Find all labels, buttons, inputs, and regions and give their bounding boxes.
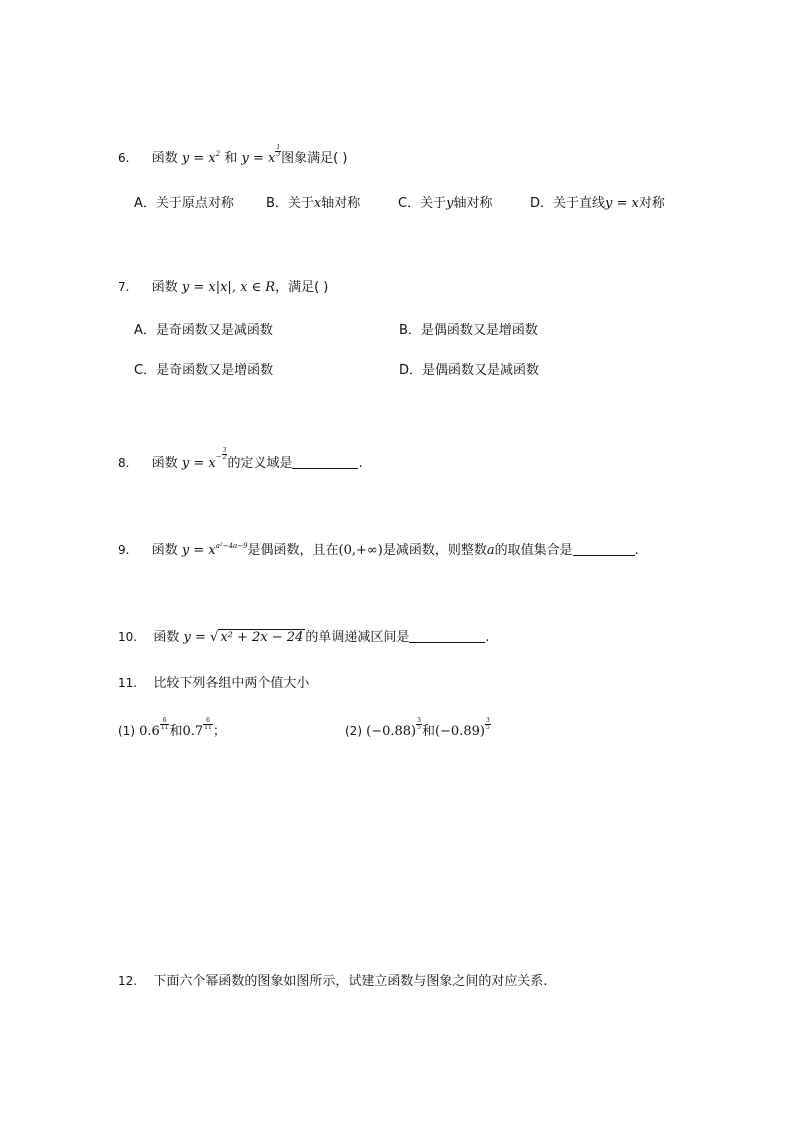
period: . [634,543,639,558]
base: 0.7 [182,724,204,739]
q11-part-2 [345,718,491,739]
question-text: 是偶函数，且在 [247,543,339,558]
question-text: 函数 [151,543,178,558]
formula-base: y = x [181,543,216,558]
option-text: 对称 [638,196,665,211]
value-1 [139,717,169,739]
and-text: 和 [421,724,435,739]
q11-part-1 [118,718,226,739]
exponent-denominator: 5 [485,724,490,731]
value-1 [366,717,422,739]
formula-2-base: y = x [241,151,276,166]
formula-exponent: a²−4a−9 [215,542,248,550]
q7-option-a[interactable]: A．是奇函数又是减函数 [134,323,273,338]
formula-base: y = x [181,456,216,471]
question-text: 函数 [151,456,178,471]
exponent-numerator: 6 [160,718,170,725]
question-text: 是减函数，则整数 [382,543,487,558]
q6-option-b[interactable] [266,192,360,211]
formula [182,543,248,558]
question-text-end: 图象满足( ) [281,151,348,166]
question-number: 12. [118,974,138,988]
and-text: 和 [169,724,183,739]
option-text: C．关于 [398,196,447,211]
formula-1-exponent: 2 [215,150,221,158]
option-var: y [446,196,454,211]
option-text: 轴对称 [453,196,493,211]
sqrt-sign: √ [210,630,219,645]
q7-option-d[interactable]: D．是偶函数又是减函数 [399,363,540,378]
question-11-stem [118,672,309,691]
question-number: 8. [118,456,130,470]
question-9-stem [118,539,639,558]
exponent [203,718,213,731]
answer-blank[interactable] [573,543,635,556]
exponent-denominator: 2 [222,454,227,461]
formula [184,629,306,645]
question-6-stem [118,145,347,166]
exponent-numerator: 6 [203,718,213,725]
period: . [485,630,490,645]
question-10-stem [118,626,490,645]
question-number: 11. [118,676,138,690]
exponent-denominator: 11 [204,724,212,731]
question-text: 下面六个幂函数的图象如图所示，试建立函数与图象之间的对应关系. [153,974,548,989]
exponent-numerator: 3 [417,717,421,724]
exponent-sign: − [215,453,222,461]
answer-blank[interactable] [292,456,358,469]
exponent-denominator: 3 [276,151,281,158]
question-number: 6. [118,151,130,165]
question-text-and: 和 [224,151,238,166]
question-text: 函数 [151,280,178,295]
base: (−0.89) [434,724,485,739]
q6-option-c[interactable] [398,192,492,211]
q6-option-d[interactable] [530,192,665,211]
formula [181,447,228,471]
question-number: 9. [118,543,130,557]
q7-option-c[interactable]: C．是奇函数又是增函数 [134,363,274,378]
interval: (0,+∞) [338,543,383,558]
exponent-numerator: 1 [276,144,281,151]
question-text: 函数 [153,630,180,645]
radicand: x² + 2x − 24 [220,630,304,645]
question-text-end: 的定义域是 [227,456,293,471]
q7-option-b[interactable]: B．是偶函数又是增函数 [399,323,538,338]
semicolon: ； [212,724,226,739]
formula-1 [182,151,220,166]
q6-option-a[interactable]: A．关于原点对称 [134,196,234,211]
option-var: x [313,196,322,211]
option-text: B．关于 [266,196,314,211]
exponent-denominator: 5 [417,724,421,731]
exponent [485,718,491,731]
question-8-stem [118,448,363,471]
question-7-stem [118,276,328,295]
exponent-denominator: 11 [160,724,169,731]
question-number: 10. [118,630,138,644]
question-number: 7. [118,280,130,294]
exponent-numerator: 3 [222,447,227,454]
answer-blank[interactable] [409,630,485,643]
value-2 [182,717,212,739]
formula-lhs: y = [183,630,211,645]
option-math: y = x [605,196,639,211]
question-text-end: 的取值集合是 [494,543,573,558]
formula-1-base: y = x [181,151,216,166]
question-text-end: ，满足( ) [275,280,329,295]
variable-a: a [486,543,495,558]
exponent-numerator: 3 [485,717,490,724]
value-2 [434,717,491,739]
question-text-end: 的单调递减区间是 [305,630,410,645]
option-text: 轴对称 [321,196,361,211]
base: 0.6 [139,724,160,739]
question-text: 函数 [151,151,178,166]
option-text: D．关于直线 [530,196,606,211]
question-12-stem [118,970,548,989]
base: (−0.88) [366,724,417,739]
formula: y = x|x|, x ∈ R [181,280,276,295]
question-text: 比较下列各组中两个值大小 [153,676,310,691]
part-label: (1) [118,724,135,738]
formula-2 [241,144,282,166]
period: . [358,456,363,471]
part-label: (2) [345,724,362,738]
